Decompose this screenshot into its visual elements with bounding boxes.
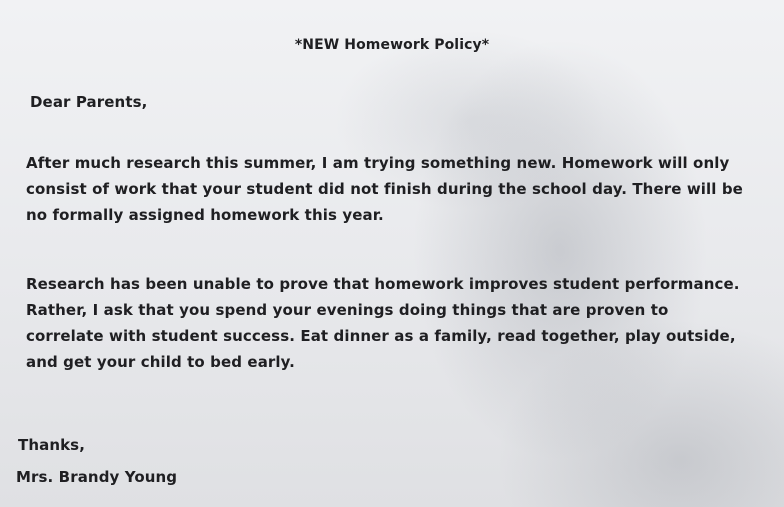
paragraph-2-line: and get your child to bed early. (26, 353, 295, 371)
paragraph-1-line: no formally assigned homework this year. (26, 206, 384, 224)
paragraph-1 (26, 150, 743, 228)
paragraph-1-line: After much research this summer, I am trying something new. Homework will only (26, 154, 730, 172)
paragraph-2-line: Rather, I ask that you spend your evenings doing things that are proven to (26, 301, 669, 319)
paragraph-2-line: correlate with student success. Eat dinner as a family, read together, play outside, (26, 327, 736, 345)
letter-signature: Mrs. Brandy Young (16, 468, 178, 486)
letter-closing: Thanks, (18, 436, 86, 454)
paragraph-2-line: Research has been unable to prove that homework improves student performance. (26, 275, 740, 293)
letter-title: *NEW Homework Policy* (294, 37, 490, 53)
paragraph-1-line: consist of work that your student did not finish during the school day. There will be (26, 180, 743, 198)
letter-greeting: Dear Parents, (30, 93, 148, 111)
paragraph-2 (26, 271, 740, 375)
